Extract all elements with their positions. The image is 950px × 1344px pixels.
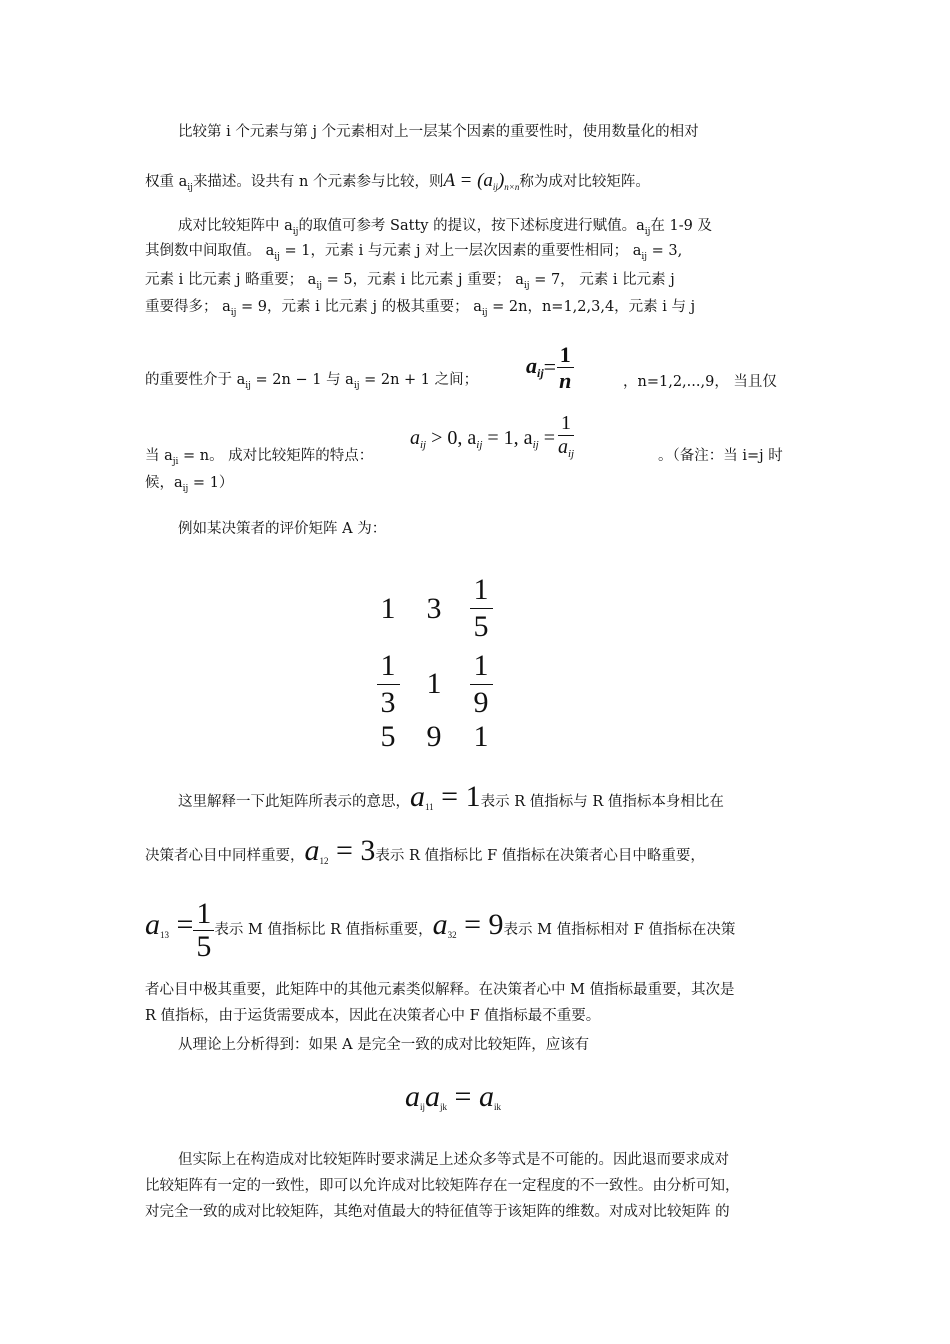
matrix-cell-r3c3: 1 (473, 720, 489, 753)
matrix-cell-r3c1: 5 (380, 720, 396, 753)
paragraph-2-line-3: 元素 i 比元素 j 略重要； $a_{ij} = 5$，元素 i 比元素 j 重要； $a_{ij} = 7$， 元素 i 比元素 j (145, 272, 675, 291)
paragraph-2-line-2: 其倒数中间取值。 $a_{ij} = 1$，元素 i 与元素 j 对上一层次因素的重要性相同； $a_{ij} = 3$, (145, 243, 683, 262)
paragraph-2-line-4: 重要得多； $a_{ij} = 9$，元素 i 比元素 j 的极其重要； $a_{ij} = 2n$，n=1,2,3,4，元素 i 与 j (145, 299, 696, 318)
paragraph-2-line-5-tail: ，n=1,2,...,9， 当且仅 (623, 374, 777, 390)
paragraph-6-line-1: 但实际上在构造成对比较矩阵时要求满足上述众多等式是不可能的。因此退而要求成对 (178, 1152, 729, 1168)
matrix-cell-r1c1: 1 (380, 592, 396, 625)
matrix-definition-formula: $A = (a_{ij})_{n\times n}$ (443, 170, 520, 192)
fraction-1-over-5: $\frac{1}{5}$ (193, 898, 214, 963)
paragraph-2-line-7: 候，$a_{ij} = 1$） (145, 475, 234, 494)
paragraph-6-line-2: 比较矩阵有一定的一致性，即可以允许成对比较矩阵存在一定程度的不一致性。由分析可知， (145, 1178, 740, 1194)
paragraph-4-line-1: 这里解释一下此矩阵所表示的意思， $a_{11} = 1$ 表示 R 值指标与 R 值指标本身相比在 (178, 782, 808, 822)
matrix-cell-r3c2: 9 (426, 720, 442, 753)
paragraph-6-line-3: 对完全一致的成对比较矩阵，其绝对值最大的特征值等于该矩阵的维数。对成对比较矩阵 的 (145, 1204, 730, 1220)
paragraph-2-line-1: 成对比较矩阵中 $a_{ij}$的取值可参考 Satty 的提议，按下述标度进行赋值。$a_{ij}$在 1-9 及 (178, 218, 712, 237)
paragraph-4-line-5: R 值指标，由于运货需要成本，因此在决策者心中 F 值指标最不重要。 (145, 1008, 601, 1024)
consistency-equation: $a_{ij}a_{jk} = a_{ik}$ (405, 1080, 501, 1113)
paragraph-2-line-5: 的重要性介于 $a_{ij} = 2n - 1$ 与 $a_{ij} = 2n + 1$ 之间； (145, 372, 479, 391)
formula-a13: $a_{13}$ = (145, 908, 194, 941)
paragraph-1-line-2: 权重 $a_{ij}$来描述。设共有 n 个元素参与比较，则$A = (a_{ij})_{n\times n}$称为成对比较矩阵。 (145, 170, 650, 193)
matrix-properties-formula: $a_{ij} > 0$, $a_{ij} = 1$, $a_{ij}$ = $\frac{1}{a_{ij}}$ (410, 411, 577, 467)
fraction-1-over-aij: $\frac{1}{a_{ij}}$ (557, 412, 575, 460)
formula-a11: $a_{11} = 1$ (410, 780, 481, 813)
paragraph-4-line-3: $a_{13}$ = $\frac{1}{5}$ 表示 M 值指标比 R 值指标重要， $a_{32} = 9$ 表示 M 值指标相对 F 值指标在决策 (145, 896, 736, 963)
paragraph-5: 从理论上分析得到：如果 A 是完全一致的成对比较矩阵，应该有 (178, 1037, 590, 1053)
paragraph-4-line-4: 者心目中极其重要，此矩阵中的其他元素类似解释。在决策者心中 M 值指标最重要，其次是 (145, 982, 735, 998)
matrix-cell-r1c2: 3 (426, 592, 442, 625)
formula-a32: $a_{32} = 9$ (432, 908, 504, 941)
reciprocal-formula: $a_{ij}$ = $\frac{1}{n}$ (526, 336, 574, 398)
paragraph-4-line-2: 决策者心目中同样重要， $a_{12} = 3$ 表示 R 值指标比 F 值指标在决策者心目中略重要， (145, 836, 809, 876)
formula-a12: $a_{12} = 3$ (304, 834, 376, 867)
matrix-cell-r2c3: 1 9 (461, 648, 501, 721)
matrix-cell-r1c3: 1 5 (461, 572, 501, 645)
matrix-cell-r2c2: 1 (426, 667, 442, 700)
matrix-cell-r2c1: 1 3 (368, 648, 408, 721)
fraction-1-over-n: $\frac{1}{n}$ (556, 342, 574, 393)
paragraph-2-line-6-tail: 。（备注：当 i=j 时 (658, 448, 783, 464)
paragraph-3: 例如某决策者的评价矩阵 A 为： (178, 521, 387, 537)
paragraph-1-line-1: 比较第 i 个元素与第 j 个元素相对上一层某个因素的重要性时，使用数量化的相对 (178, 124, 699, 140)
paragraph-2-line-6: 当 $a_{ji} = n$。 成对比较矩阵的特点： (145, 448, 374, 467)
